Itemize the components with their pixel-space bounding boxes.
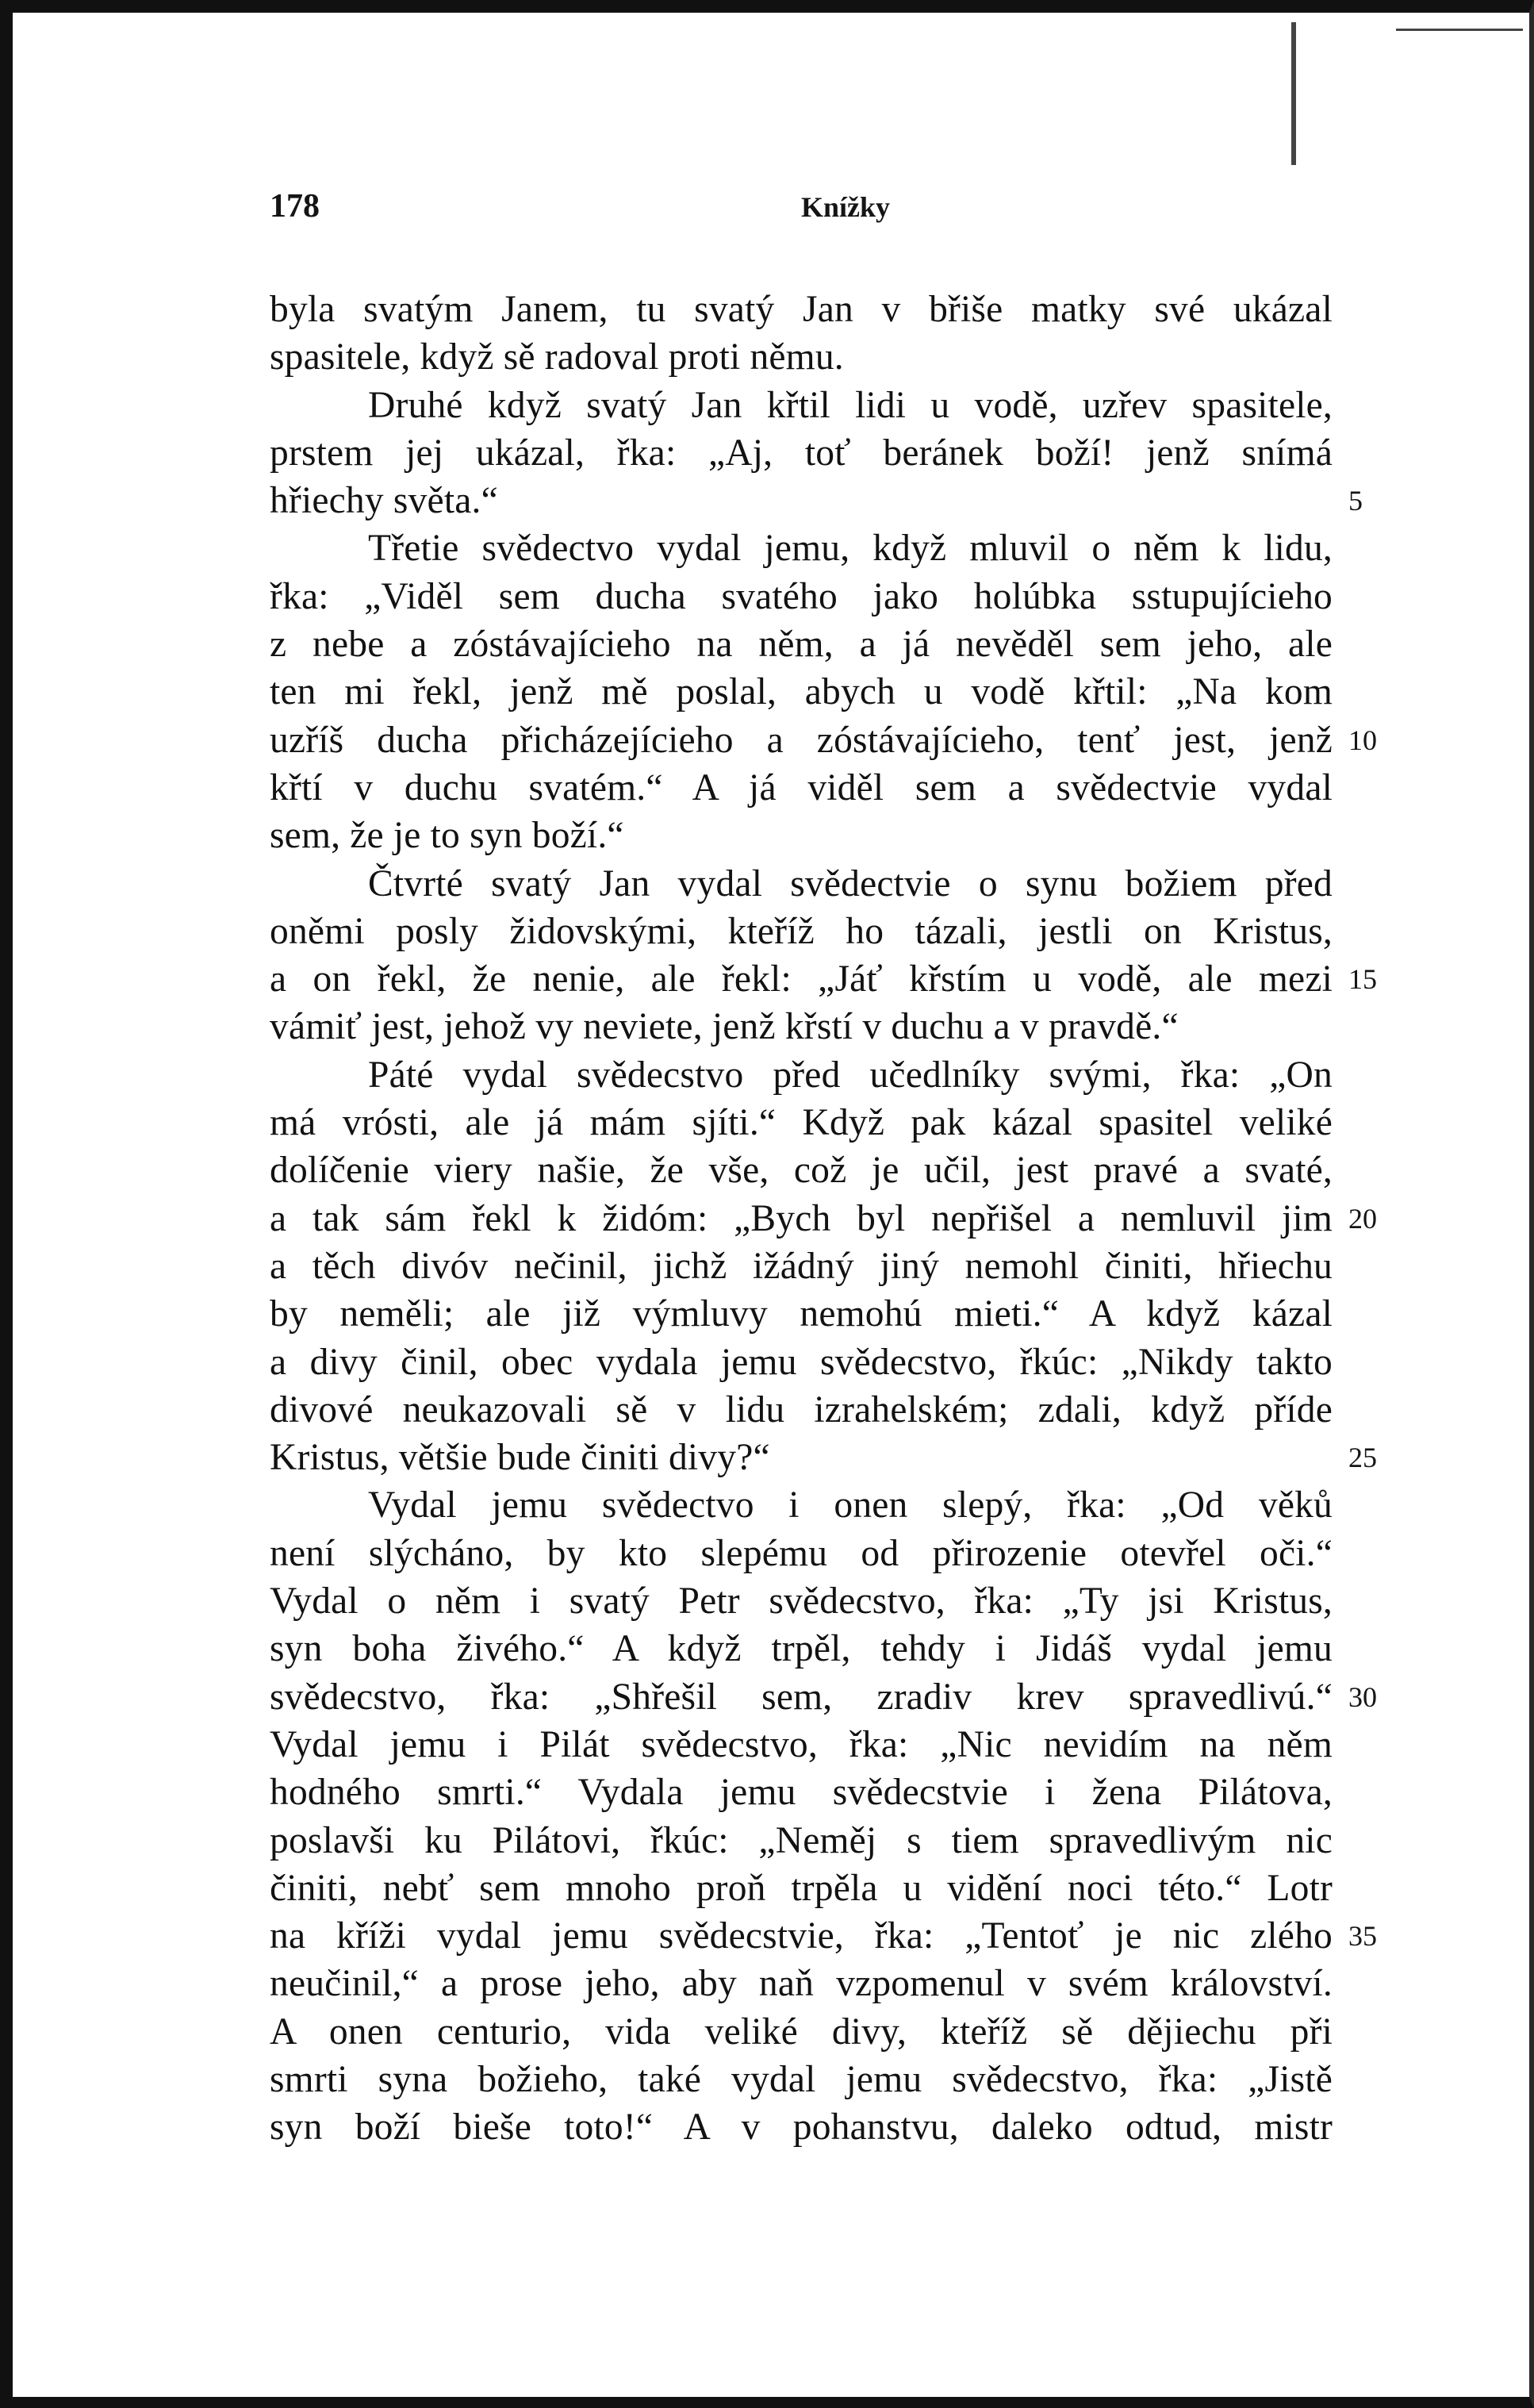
margin-line-number: 15 xyxy=(1348,963,1377,995)
text-line: oněmi posly židovskými, kteříž ho tázali, jestli on Kristus, xyxy=(270,910,1333,952)
text-line: A onen centurio, vida veliké divy, kteříž sě dějiechu při xyxy=(270,2011,1333,2053)
text-line: hřiechy světa.“ xyxy=(270,480,498,522)
text-line: ten mi řekl, jenž mě poslal, abych u vodě křtil: „Na kom xyxy=(270,671,1333,713)
text-line: na kříži vydal jemu svědecstvie, řka: „Tentoť je nic zlého xyxy=(270,1915,1333,1957)
text-line: Čtvrté svatý Jan vydal svědectvie o synu božiem před xyxy=(368,862,1333,904)
text-line: smrti syna božieho, také vydal jemu svědecstvo, řka: „Jistě xyxy=(270,2058,1333,2100)
scan-mark xyxy=(1291,22,1296,165)
margin-line-number: 20 xyxy=(1348,1203,1377,1235)
margin-line-number: 10 xyxy=(1348,724,1377,756)
text-line: řka: „Viděl sem ducha svatého jako holúbka sstupujícieho xyxy=(270,575,1333,617)
text-line: Páté vydal svědecstvo před učedlníky svými, řka: „On xyxy=(368,1054,1333,1096)
text-line: z nebe a zóstávajícieho na něm, a já nevěděl sem jeho, ale xyxy=(270,624,1333,666)
text-line: Třetie svědectvo vydal jemu, když mluvil o něm k lidu, xyxy=(368,528,1333,570)
text-line: svědecstvo, řka: „Shřešil sem, zradiv krev spravedlivú.“ xyxy=(270,1676,1333,1718)
text-line: dolíčenie viery našie, že vše, což je učil, jest pravé a svaté, xyxy=(270,1150,1333,1192)
text-line: křtí v duchu svatém.“ A já viděl sem a svědectvie vydal xyxy=(270,766,1333,808)
text-line: spasitele, když sě radoval proti němu. xyxy=(270,336,844,378)
body-text xyxy=(270,286,1333,2152)
text-line: a divy činil, obec vydala jemu svědecstvo, řkúc: „Nikdy takto xyxy=(270,1341,1333,1383)
text-line: poslavši ku Pilátovi, řkúc: „Neměj s tiem spravedlivým nic xyxy=(270,1819,1333,1861)
scan-mark xyxy=(1396,29,1523,31)
text-line: uzříš ducha přicházejícieho a zóstávajícieho, tenť jest, jenž xyxy=(270,719,1333,761)
text-line: syn boží bieše toto!“ A v pohanstvu, daleko odtud, mistr xyxy=(270,2107,1333,2149)
text-line: divové neukazovali sě v lidu izrahelském; zdali, když příde xyxy=(270,1388,1333,1431)
text-line: a tak sám řekl k židóm: „Bych byl nepřišel a nemluvil jim xyxy=(270,1197,1333,1239)
margin-line-number: 30 xyxy=(1348,1681,1377,1713)
text-line: není slýcháno, by kto slepému od přirozenie otevřel oči.“ xyxy=(270,1532,1333,1574)
text-line: Vydal jemu svědectvo i onen slepý, řka: „Od věků xyxy=(368,1484,1333,1527)
text-line: sem, že je to syn boží.“ xyxy=(270,815,624,857)
text-line: Druhé když svatý Jan křtil lidi u vodě, uzřev spasitele, xyxy=(368,384,1333,426)
text-line: Vydal o něm i svatý Petr svědecstvo, řka: „Ty jsi Kristus, xyxy=(270,1580,1333,1623)
text-line: a on řekl, že nenie, ale řekl: „Jáť křstím u vodě, ale mezi xyxy=(270,958,1333,1000)
text-line: neučinil,“ a prose jeho, aby naň vzpomenul v svém království. xyxy=(270,1963,1333,2005)
margin-line-number: 25 xyxy=(1348,1442,1377,1473)
page-number: 178 xyxy=(270,188,320,225)
text-line: a těch divóv nečinil, jichž ižádný jiný nemohl činiti, hřiechu xyxy=(270,1245,1333,1287)
text-line: činiti, nebť sem mnoho proň trpěla u vidění noci této.“ Lotr xyxy=(270,1867,1333,1909)
page-header xyxy=(270,187,1333,235)
text-line: by neměli; ale již výmluvy nemohú mieti.“ A když kázal xyxy=(270,1293,1333,1335)
text-line: Vydal jemu i Pilát svědecstvo, řka: „Nic nevidím na něm xyxy=(270,1723,1333,1765)
margin-line-number: 5 xyxy=(1348,485,1363,517)
text-line: má vrósti, ale já mám sjíti.“ Když pak kázal spasitel veliké xyxy=(270,1102,1333,1144)
running-title: Knížky xyxy=(801,191,891,223)
text-line: Kristus, většie bude činiti divy?“ xyxy=(270,1437,770,1479)
text-line: prstem jej ukázal, řka: „Aj, toť beránek boží! jenž snímá xyxy=(270,432,1333,474)
margin-line-number: 35 xyxy=(1348,1920,1377,1952)
text-line: hodného smrti.“ Vydala jemu svědecstvie i žena Pilátova, xyxy=(270,1772,1333,1814)
text-line: syn boha živého.“ A když trpěl, tehdy i Jidáš vydal jemu xyxy=(270,1628,1333,1670)
text-line: vámiť jest, jehož vy neviete, jenž křstí v duchu a v pravdě.“ xyxy=(270,1006,1179,1048)
text-line: byla svatým Janem, tu svatý Jan v břiše matky své ukázal xyxy=(270,289,1333,330)
